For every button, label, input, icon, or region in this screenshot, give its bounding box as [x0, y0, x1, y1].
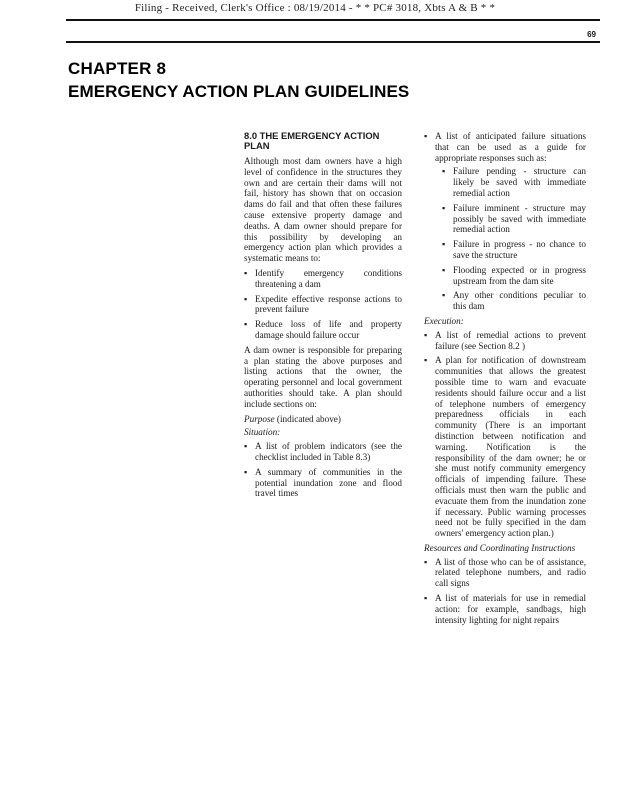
failure-intro: A list of anticipated failure situations that can be used as a guide for appropriate responses such as:	[435, 131, 586, 163]
situation-label: Situation:	[244, 427, 281, 438]
responsibility-paragraph: A dam owner is responsible for preparing a plan stating the above purposes and listing actions that the owner, the operating personnel and local government authorities should take. A plan should include sections on:	[244, 344, 402, 409]
list-item: ▪ Failure imminent - structure may possibly be saved with immediate remedial action	[435, 203, 586, 235]
list-item: ▪ A summary of communities in the potential inundation zone and flood travel times	[244, 467, 402, 499]
purpose-note: (indicated above)	[274, 413, 341, 424]
chapter-label: CHAPTER 8	[68, 59, 167, 78]
right-column	[424, 131, 586, 629]
list-item: ▪ Identify emergency conditions threatening a dam	[244, 268, 402, 290]
purpose-line	[244, 414, 402, 425]
section-heading: 8.0 THE EMERGENCY ACTION PLAN	[244, 130, 380, 151]
list-item: ▪ Failure pending - structure can likely be saved with immediate remedial action	[435, 166, 586, 198]
failure-list	[424, 131, 586, 312]
list-item: ▪ Any other conditions peculiar to this dam	[435, 290, 586, 312]
list-item: ▪ Reduce loss of life and property damage should failure occur	[244, 319, 402, 341]
list-item: ▪ A list of those who can be of assistance, related telephone numbers, and radio call signs	[424, 557, 586, 589]
header-top-rule	[66, 19, 600, 21]
intro-paragraph: Although most dam owners have a high level of confidence in the structures they own and are certain their dams will not fail, history has shown that on occasion dams do fail and that often these failures cause extensive property damage and deaths. A dam owner should prepare for this possibility by developing an emergency action plan which provides a systematic means to:	[244, 156, 402, 264]
list-item: ▪ Flooding expected or in progress upstream from the dam site	[435, 265, 586, 287]
execution-label: Execution:	[424, 315, 464, 326]
list-item: ▪ A list of remedial actions to prevent failure (see Section 8.2 )	[424, 330, 586, 352]
situation-list	[244, 441, 402, 499]
resources-list	[424, 557, 586, 626]
list-item: ▪ A list of problem indicators (see the checklist included in Table 8.3)	[244, 441, 402, 463]
filing-stamp-header: Filing - Received, Clerk's Office : 08/19/2014 - * * PC# 3018, Xbts A & B * *	[134, 2, 496, 14]
page-number: 69	[587, 30, 596, 39]
header-bottom-rule	[66, 41, 600, 43]
purpose-label: Purpose	[244, 413, 275, 424]
execution-list	[424, 330, 586, 539]
list-item: ▪ A plan for notification of downstream communities that allows the greatest possible time to warn and evacuate residents should failure occur and a list of telephone numbers of emergency preparedness officials in each community (There is an important distinction between notification and warning. Notification is the responsibility of the dam owner; he or she must notify community emergency officials of impending failure. These officials must then warn the public and evacuate them from the inundation zone if necessary. Public warning processes need not be fully specified in the dam owners' emergency action plan.)	[424, 355, 586, 539]
list-item: ▪ Expedite effective response actions to prevent failure	[244, 294, 402, 316]
list-item: ▪ Failure in progress - no chance to save the structure	[435, 239, 586, 261]
list-item	[424, 131, 586, 312]
left-column	[244, 131, 402, 503]
failure-sublist	[435, 166, 586, 312]
chapter-title: EMERGENCY ACTION PLAN GUIDELINES	[68, 82, 410, 101]
list-item: ▪ A list of materials for use in remedial action: for example, sandbags, high intensity lighting for night repairs	[424, 593, 586, 625]
means-list	[244, 268, 402, 341]
resources-label: Resources and Coordinating Instructions	[424, 542, 576, 553]
